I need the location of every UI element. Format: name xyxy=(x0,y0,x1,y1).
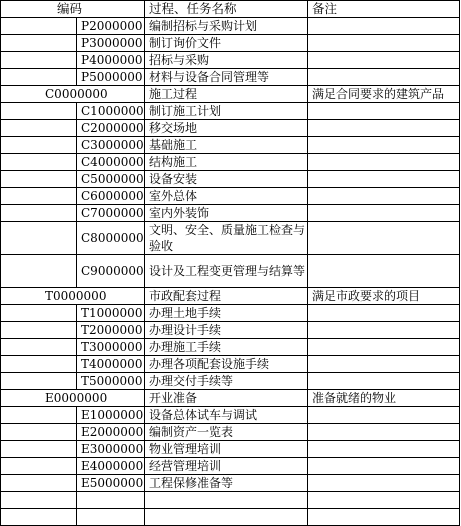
process-name: 编制资产一览表 xyxy=(145,424,308,441)
blank-code-cell xyxy=(1,120,77,137)
table-body xyxy=(1,1,460,526)
note-cell: 满足市政要求的项目 xyxy=(308,288,460,305)
blank-code-cell xyxy=(1,475,77,492)
table-row xyxy=(1,205,460,222)
note-cell xyxy=(308,154,460,171)
table-row xyxy=(1,86,460,103)
note-cell xyxy=(308,339,460,356)
level2-code: T4000000 xyxy=(77,356,145,373)
level2-code: E2000000 xyxy=(77,424,145,441)
header-process: 过程、任务名称 xyxy=(145,1,308,18)
level2-code: T3000000 xyxy=(77,339,145,356)
note-cell xyxy=(308,492,460,509)
blank-code-cell xyxy=(1,407,77,424)
header-note: 备注 xyxy=(308,1,460,18)
table-row xyxy=(1,305,460,322)
table-row xyxy=(1,69,460,86)
table-row xyxy=(1,492,460,509)
level2-code: E3000000 xyxy=(77,441,145,458)
table-row xyxy=(1,255,460,288)
note-cell xyxy=(308,35,460,52)
level2-code: C7000000 xyxy=(77,205,145,222)
process-name: 办理各项配套设施手续 xyxy=(145,356,308,373)
blank-code-cell xyxy=(1,35,77,52)
note-cell xyxy=(308,475,460,492)
process-name: 编制招标与采购计划 xyxy=(145,18,308,35)
table-row xyxy=(1,407,460,424)
process-name: 文明、安全、质量施工检查与验收 xyxy=(145,222,308,255)
blank-code-cell xyxy=(1,154,77,171)
process-name: 制订询价文件 xyxy=(145,35,308,52)
table-row xyxy=(1,35,460,52)
process-name: 物业管理培训 xyxy=(145,441,308,458)
process-name: 设计及工程变更管理与结算等 xyxy=(145,255,308,288)
process-name: 移交场地 xyxy=(145,120,308,137)
level2-code: P5000000 xyxy=(77,69,145,86)
note-cell xyxy=(308,255,460,288)
header-row xyxy=(1,1,460,18)
blank-code-cell xyxy=(1,458,77,475)
level1-code: T0000000 xyxy=(1,288,145,305)
process-name: 材料与设备合同管理等 xyxy=(145,69,308,86)
level2-code: T1000000 xyxy=(77,305,145,322)
table-row xyxy=(1,356,460,373)
table-row xyxy=(1,390,460,407)
level2-code: E5000000 xyxy=(77,475,145,492)
level1-code: E0000000 xyxy=(1,390,145,407)
table-row xyxy=(1,458,460,475)
blank-code-cell xyxy=(1,492,77,509)
note-cell xyxy=(308,171,460,188)
process-name: 办理施工手续 xyxy=(145,339,308,356)
table-row xyxy=(1,441,460,458)
table-row xyxy=(1,475,460,492)
table-row xyxy=(1,171,460,188)
blank-code-cell xyxy=(1,137,77,154)
process-name: 工程保修准备等 xyxy=(145,475,308,492)
note-cell xyxy=(308,103,460,120)
note-cell xyxy=(308,205,460,222)
header-code: 编码 xyxy=(1,1,145,18)
process-name xyxy=(145,492,308,509)
level1-code: C0000000 xyxy=(1,86,145,103)
level2-code: C9000000 xyxy=(77,255,145,288)
blank-code-cell xyxy=(1,322,77,339)
note-cell xyxy=(308,356,460,373)
process-name: 招标与采购 xyxy=(145,52,308,69)
process-name: 办理土地手续 xyxy=(145,305,308,322)
table-row xyxy=(1,288,460,305)
blank-code-cell xyxy=(1,424,77,441)
table-row xyxy=(1,103,460,120)
table-row xyxy=(1,137,460,154)
process-name: 制订施工计划 xyxy=(145,103,308,120)
note-cell xyxy=(308,52,460,69)
blank-code-cell xyxy=(1,255,77,288)
blank-code-cell xyxy=(1,205,77,222)
process-name: 市政配套过程 xyxy=(145,288,308,305)
note-cell xyxy=(308,373,460,390)
process-name: 室内外装饰 xyxy=(145,205,308,222)
note-cell xyxy=(308,305,460,322)
level2-code: P3000000 xyxy=(77,35,145,52)
process-name: 设备安装 xyxy=(145,171,308,188)
note-cell xyxy=(308,120,460,137)
level2-code: E1000000 xyxy=(77,407,145,424)
blank-code-cell xyxy=(1,222,77,255)
table-row xyxy=(1,373,460,390)
table-row xyxy=(1,18,460,35)
blank-code-cell xyxy=(1,69,77,86)
level2-code: E4000000 xyxy=(77,458,145,475)
process-name: 经营管理培训 xyxy=(145,458,308,475)
note-cell xyxy=(308,424,460,441)
note-cell xyxy=(308,69,460,86)
level2-code: C2000000 xyxy=(77,120,145,137)
level2-code: C3000000 xyxy=(77,137,145,154)
blank-code-cell xyxy=(1,305,77,322)
note-cell: 准备就绪的物业 xyxy=(308,390,460,407)
blank-code-cell xyxy=(1,171,77,188)
note-cell xyxy=(308,188,460,205)
blank-code-cell xyxy=(1,356,77,373)
table-row xyxy=(1,339,460,356)
level2-code: P4000000 xyxy=(77,52,145,69)
process-name: 施工过程 xyxy=(145,86,308,103)
level2-code xyxy=(77,492,145,509)
process-name: 办理设计手续 xyxy=(145,322,308,339)
level2-code: T2000000 xyxy=(77,322,145,339)
table-row xyxy=(1,154,460,171)
table-row xyxy=(1,222,460,255)
level2-code: C8000000 xyxy=(77,222,145,255)
level2-code: C4000000 xyxy=(77,154,145,171)
level2-code: C5000000 xyxy=(77,171,145,188)
blank-code-cell xyxy=(1,18,77,35)
note-cell: 满足合同要求的建筑产品 xyxy=(308,86,460,103)
blank-code-cell xyxy=(1,509,77,526)
blank-code-cell xyxy=(1,339,77,356)
process-name: 基础施工 xyxy=(145,137,308,154)
process-name: 结构施工 xyxy=(145,154,308,171)
table-row xyxy=(1,322,460,339)
level2-code: C1000000 xyxy=(77,103,145,120)
process-name: 办理交付手续等 xyxy=(145,373,308,390)
blank-code-cell xyxy=(1,52,77,69)
level2-code: C6000000 xyxy=(77,188,145,205)
level2-code: T5000000 xyxy=(77,373,145,390)
note-cell xyxy=(308,222,460,255)
process-name: 开业准备 xyxy=(145,390,308,407)
note-cell xyxy=(308,137,460,154)
blank-code-cell xyxy=(1,373,77,390)
blank-code-cell xyxy=(1,188,77,205)
table-row xyxy=(1,120,460,137)
note-cell xyxy=(308,322,460,339)
table-row xyxy=(1,52,460,69)
note-cell xyxy=(308,458,460,475)
note-cell xyxy=(308,18,460,35)
table-row xyxy=(1,188,460,205)
process-name xyxy=(145,509,308,526)
note-cell xyxy=(308,407,460,424)
table-row xyxy=(1,509,460,526)
blank-code-cell xyxy=(1,103,77,120)
level2-code: P2000000 xyxy=(77,18,145,35)
process-name: 室外总体 xyxy=(145,188,308,205)
level2-code xyxy=(77,509,145,526)
blank-code-cell xyxy=(1,441,77,458)
table-row xyxy=(1,424,460,441)
note-cell xyxy=(308,441,460,458)
note-cell xyxy=(308,509,460,526)
process-name: 设备总体试车与调试 xyxy=(145,407,308,424)
